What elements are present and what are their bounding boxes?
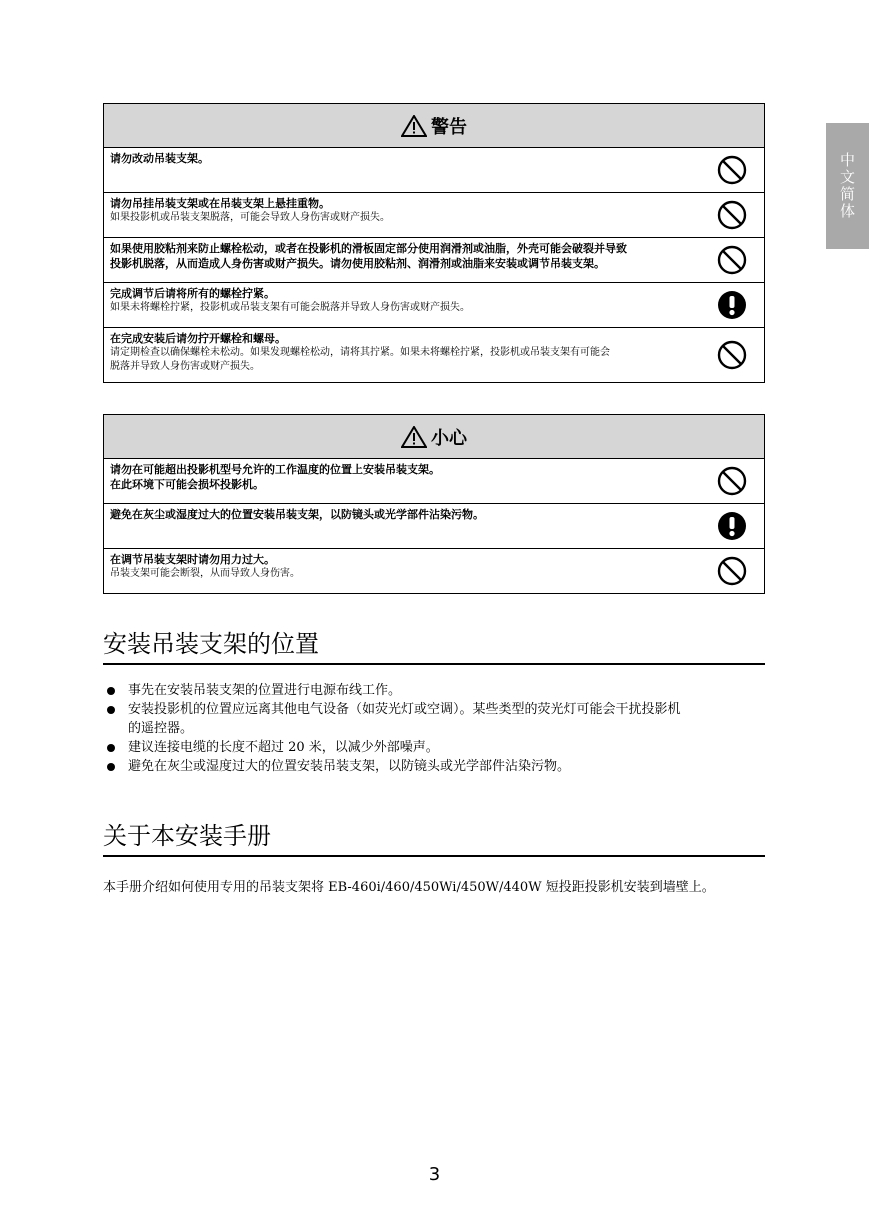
- warning-row-heading: 投影机脱落，从而造成人身伤害或财产损失。请勿使用胶粘剂、润滑剂或油脂来安装或调节吊装支架。: [110, 257, 605, 270]
- warning-row-heading: 如果使用胶粘剂来防止螺栓松动，或者在投影机的滑板固定部分使用润滑剂或油脂，外壳可能会破裂并导致: [110, 242, 627, 255]
- warning-row-detail: 如果未将螺栓拧紧，投影机或吊装支架有可能会脱落并导致人身伤害或财产损失。: [110, 302, 470, 313]
- mandatory-icon: [717, 511, 747, 541]
- caution-triangle-icon: [401, 426, 427, 448]
- warning-title: 警告: [431, 116, 467, 138]
- location-bullet-list: [103, 681, 765, 776]
- caution-header: [104, 415, 764, 459]
- caution-rows: [104, 459, 764, 593]
- warning-row: [104, 328, 764, 382]
- list-item-text: 事先在安装吊装支架的位置进行电源布线工作。: [128, 683, 402, 698]
- manual-description: 本手册介绍如何使用专用的吊装支架将 EB-460i/460/450Wi/450W/440W 短投距投影机安装到墙壁上。: [103, 880, 715, 895]
- list-item-text: 安装投影机的位置应远离其他电气设备（如荧光灯或空调）。某些类型的荧光灯可能会干扰投影机: [128, 702, 681, 717]
- language-tab: [826, 123, 869, 249]
- caution-row-heading: 在调节吊装支架时请勿用力过大。: [110, 553, 275, 566]
- warning-triangle-icon: [401, 115, 427, 137]
- caution-row: [104, 549, 764, 593]
- warning-row: [104, 148, 764, 193]
- list-item: [103, 681, 765, 700]
- prohibited-icon: [717, 466, 747, 496]
- list-item: [103, 738, 765, 757]
- language-tab-label: 中文简体: [838, 152, 856, 220]
- warning-row-heading: 在完成安装后请勿拧开螺栓和螺母。: [110, 332, 286, 345]
- list-item: [103, 700, 765, 738]
- warning-row-heading: 请勿吊挂吊装支架或在吊装支架上悬挂重物。: [110, 197, 330, 210]
- list-item-text: 建议连接电缆的长度不超过 20 米，以减少外部噪声。: [128, 740, 439, 755]
- warning-header: [104, 104, 764, 148]
- list-item-text: 的遥控器。: [128, 721, 194, 736]
- warning-row-detail: 脱落并导致人身伤害或财产损失。: [110, 361, 260, 372]
- caution-row-heading: 避免在灰尘或湿度过大的位置安装吊装支架，以防镜头或光学部件沾染污物。: [110, 508, 484, 521]
- warning-row-heading: 请勿改动吊装支架。: [110, 152, 209, 165]
- warning-row: [104, 238, 764, 283]
- warning-row-heading: 完成调节后请将所有的螺栓拧紧。: [110, 287, 275, 300]
- caution-title: 小心: [431, 427, 467, 449]
- warning-box: [103, 103, 765, 383]
- section-title-location: 安装吊装支架的位置: [103, 624, 765, 665]
- caution-box: [103, 414, 765, 594]
- list-item-text: 避免在灰尘或湿度过大的位置安装吊装支架，以防镜头或光学部件沾染污物。: [128, 759, 571, 774]
- prohibited-icon: [717, 245, 747, 275]
- prohibited-icon: [717, 155, 747, 185]
- caution-row-heading: 在此环境下可能会损坏投影机。: [110, 478, 264, 491]
- warning-row: [104, 283, 764, 328]
- page-number: 3: [428, 1164, 441, 1185]
- section-title-manual: 关于本安装手册: [103, 816, 765, 857]
- prohibited-icon: [717, 556, 747, 586]
- mandatory-icon: [717, 290, 747, 320]
- prohibited-icon: [717, 200, 747, 230]
- warning-row-detail: 如果投影机或吊装支架脱落，可能会导致人身伤害或财产损失。: [110, 212, 390, 223]
- caution-row: [104, 504, 764, 549]
- warning-rows: [104, 148, 764, 382]
- caution-row: [104, 459, 764, 504]
- caution-row-heading: 请勿在可能超出投影机型号允许的工作温度的位置上安装吊装支架。: [110, 463, 440, 476]
- caution-row-detail: 吊装支架可能会断裂，从而导致人身伤害。: [110, 568, 300, 579]
- warning-row: [104, 193, 764, 238]
- list-item: [103, 757, 765, 776]
- prohibited-icon: [717, 340, 747, 370]
- warning-row-detail: 请定期检查以确保螺栓未松动。如果发现螺栓松动，请将其拧紧。如果未将螺栓拧紧，投影机或吊装支架有可能会: [110, 347, 610, 358]
